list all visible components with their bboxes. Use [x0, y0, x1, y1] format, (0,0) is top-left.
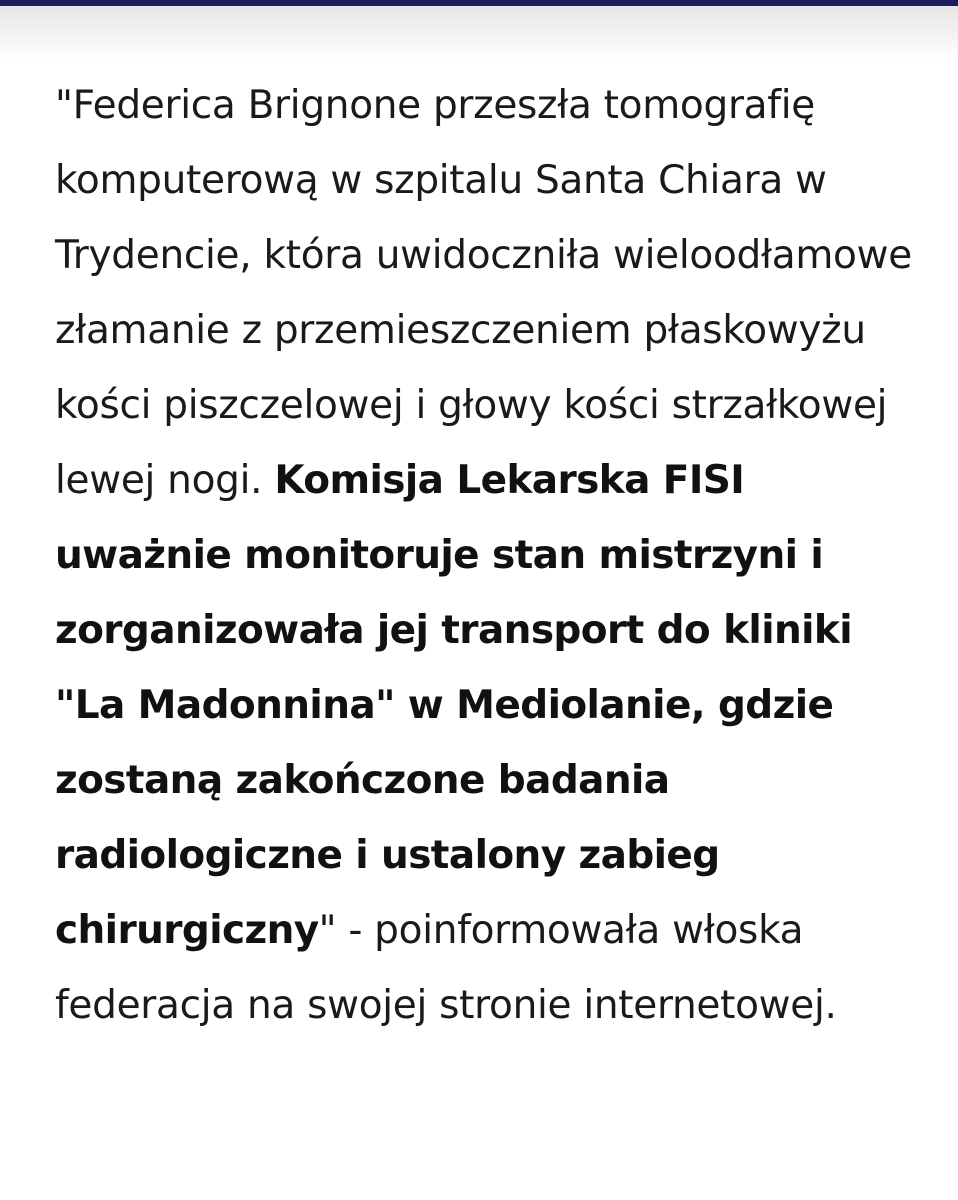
article-quote-outro: " - poinformowała włoska federacja na swojej stronie internetowej. [55, 908, 837, 1028]
article-quote-intro: "Federica Brignone przeszła tomografię komputerową w szpitalu Santa Chiara w Trydencie, która uwidoczniła wieloodłamowe złamanie z przemieszczeniem płaskowyżu kości piszczelowej i głowy kości strzałkowej lewej nogi. [55, 83, 912, 503]
article-paragraph [55, 68, 925, 1043]
article-quote-highlight: Komisja Lekarska FISI uważnie monitoruje stan mistrzyni i zorganizowała jej transport do kliniki "La Madonnina" w Mediolanie, gdzie zostaną zakończone badania radiologiczne i ustalony zabieg chirurgiczny [55, 458, 853, 953]
header-shadow [0, 6, 958, 60]
